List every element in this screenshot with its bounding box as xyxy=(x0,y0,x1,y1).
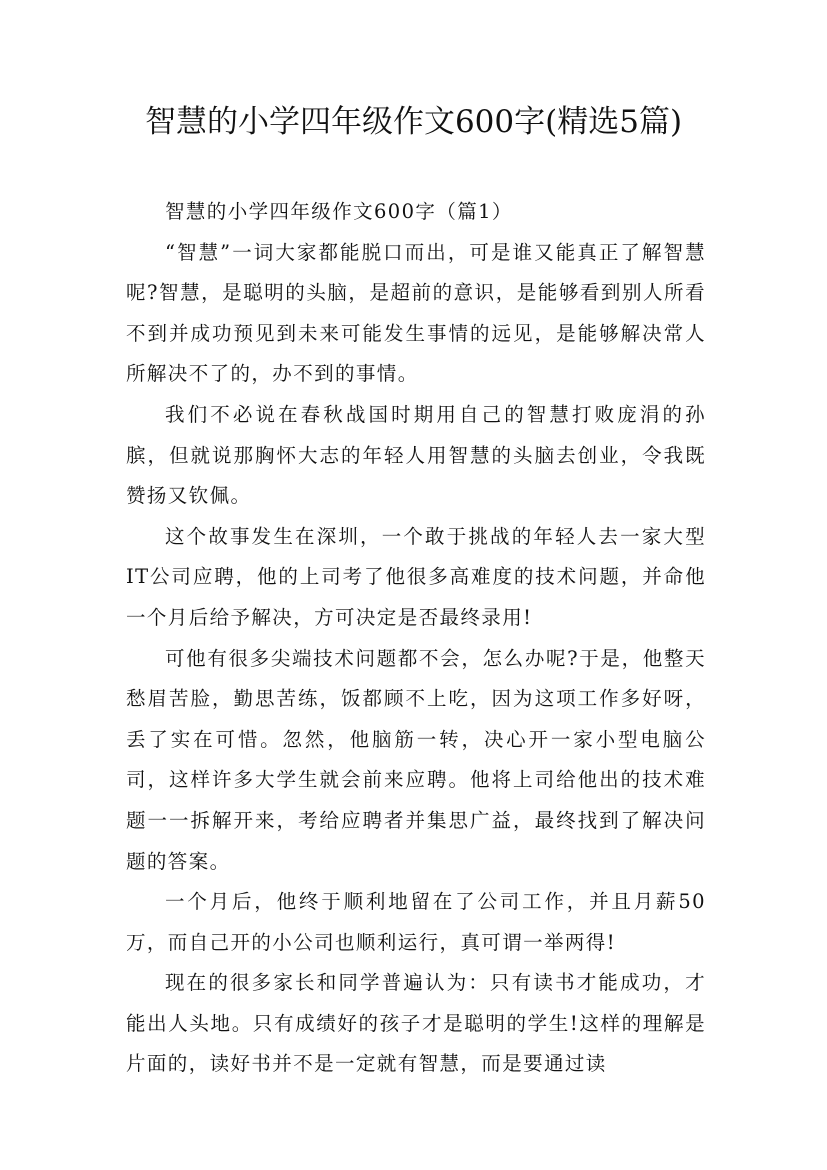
paragraph: “智慧”一词大家都能脱口而出，可是谁又能真正了解智慧呢?智慧，是聪明的头脑，是超前的意识，是能够看到别人所看不到并成功预见到未来可能发生事情的远见，是能够解决常人所解决不了的，办不到的事情。 xyxy=(126,240,706,386)
paragraph: 可他有很多尖端技术问题都不会，怎么办呢?于是，他整天愁眉苦脸，勤思苦练，饭都顾不上吃，因为这项工作多好呀，丢了实在可惜。忽然，他脑筋一转，决心开一家小型电脑公司，这样许多大学生就会前来应聘。他将上司给他出的技术难题一一拆解开来，考给应聘者并集思广益，最终找到了解决问题的答案。 xyxy=(126,646,706,873)
document-title: 智慧的小学四年级作文600字(精选5篇) xyxy=(144,104,683,140)
paragraph: 这个故事发生在深圳，一个敢于挑战的年轻人去一家大型IT公司应聘，他的上司考了他很多高难度的技术问题，并命他一个月后给予解决，方可决定是否最终录用! xyxy=(126,524,706,629)
paragraph: 现在的很多家长和同学普遍认为：只有读书才能成功，才能出人头地。只有成绩好的孩子才是聪明的学生!这样的理解是片面的，读好书并不是一定就有智慧，而是要通过读 xyxy=(126,971,706,1076)
document-body xyxy=(126,192,706,1085)
paragraph: 一个月后，他终于顺利地留在了公司工作，并且月薪50万，而自己开的小公司也顺利运行，真可谓一举两得! xyxy=(126,890,706,954)
section-heading: 智慧的小学四年级作文600字（篇1） xyxy=(165,200,513,223)
paragraph: 我们不必说在春秋战国时期用自己的智慧打败庞涓的孙膑，但就说那胸怀大志的年轻人用智慧的头脑去创业，令我既赞扬又钦佩。 xyxy=(126,402,706,508)
